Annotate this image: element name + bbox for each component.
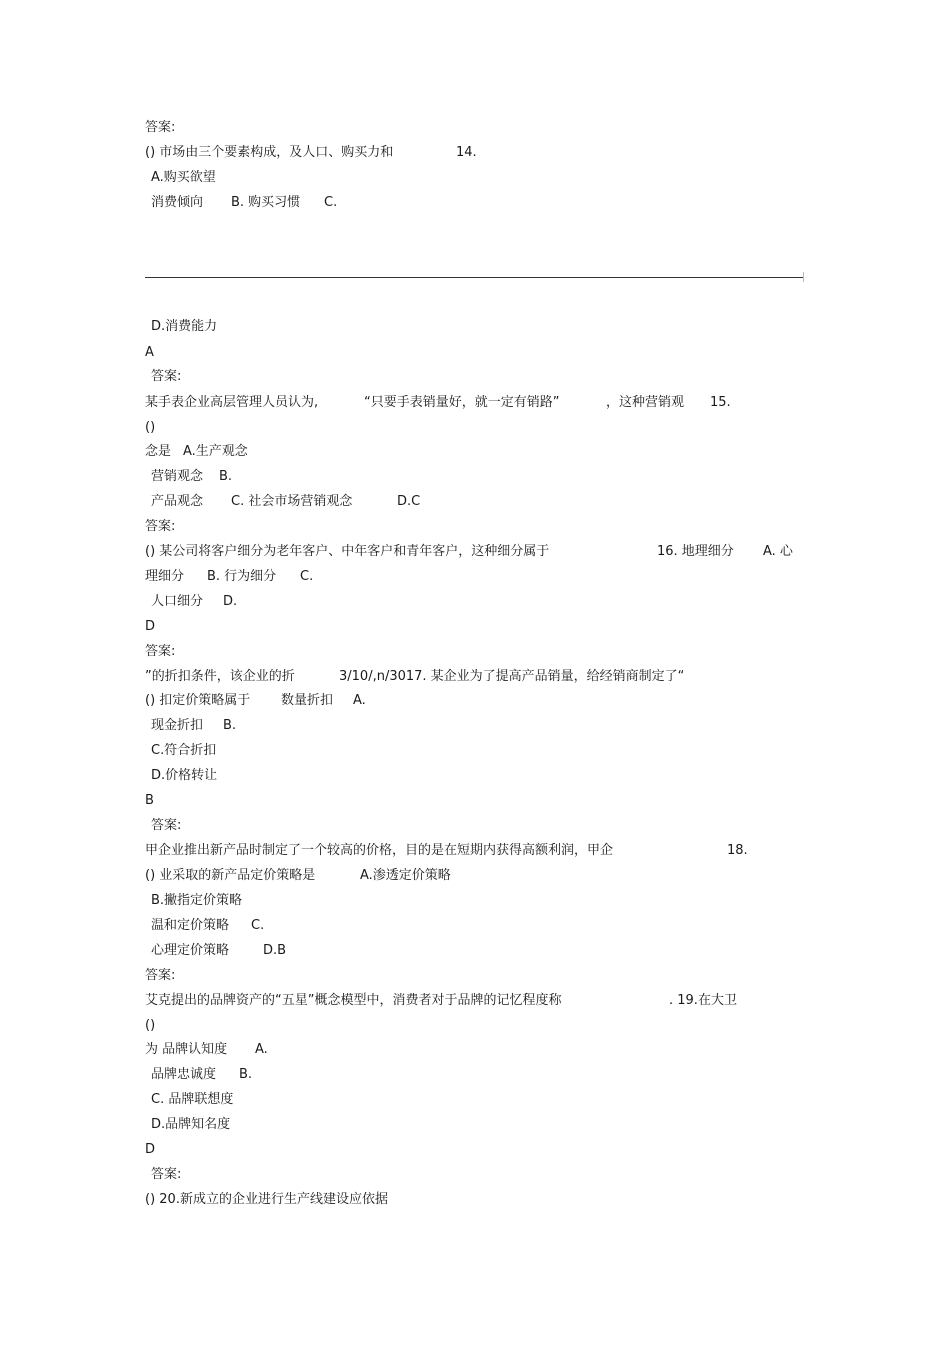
text-line: . 19.在大卫 [669, 993, 737, 1008]
text-line: A.渗透定价策略 [360, 868, 451, 883]
text-line: D.消费能力 [151, 319, 218, 334]
text-line: 品牌忠诚度 [151, 1067, 217, 1082]
text-line: 答案: [145, 968, 176, 983]
text-line: () 某公司将客户细分为老年客户、中年客户和青年客户，这种细分属于 [145, 544, 550, 559]
text-line: 消费倾向 [151, 195, 204, 210]
text-line: D.品牌知名度 [151, 1117, 231, 1132]
text-line: 为 品牌认知度 [145, 1042, 228, 1057]
text-line: B. [219, 469, 233, 484]
text-line: B. [239, 1067, 253, 1082]
text-line: 营销观念 [151, 469, 204, 484]
text-line: A. [353, 693, 366, 708]
text-line: C. [251, 918, 265, 933]
text-line: ，这种营销观 [606, 395, 685, 410]
text-line: ”的折扣条件，该企业的折 [145, 669, 295, 684]
text-line: D.C [397, 494, 421, 509]
text-line: 答案: [151, 818, 182, 833]
text-line: D [145, 1142, 156, 1157]
text-line: 念是 [145, 444, 172, 459]
text-line: 理细分 [145, 569, 185, 584]
text-line: D. [223, 594, 238, 609]
text-line: C.符合折扣 [151, 743, 217, 758]
text-line: A [145, 345, 154, 360]
text-line: 产品观念 [151, 494, 204, 509]
text-line: C. 品牌联想度 [151, 1092, 234, 1107]
text-line: () 扣定价策略属于 [145, 693, 251, 708]
text-line: 艾克提出的品牌资产的“五星”概念模型中，消费者对于品牌的记忆程度称 [145, 993, 562, 1008]
text-line: A.购买欲望 [151, 170, 216, 185]
text-line: 答案: [151, 1167, 182, 1182]
text-line: C. 社会市场营销观念 [231, 494, 353, 509]
page-divider-tick [803, 272, 804, 282]
text-line: D.价格转让 [151, 768, 218, 783]
text-line: A. [255, 1042, 268, 1057]
text-line: 答案: [145, 120, 176, 135]
text-line: B. [223, 718, 237, 733]
page-divider-line [145, 277, 804, 278]
text-line: () 20.新成立的企业进行生产线建设应依据 [145, 1192, 388, 1207]
text-line: 甲企业推出新产品时制定了一个较高的价格，目的是在短期内获得高额利润，甲企 [145, 843, 614, 858]
text-line: 温和定价策略 [151, 918, 230, 933]
text-line: 答案: [151, 369, 182, 384]
text-line: 答案: [145, 644, 176, 659]
text-line: D [145, 619, 156, 634]
text-line: A. 心 [763, 544, 793, 559]
text-line: 心理定价策略 [151, 943, 230, 958]
text-line: C. [300, 569, 314, 584]
text-line: C. [324, 195, 338, 210]
text-line: D.B [263, 943, 287, 958]
text-line: B. 行为细分 [207, 569, 277, 584]
text-line: () [145, 420, 156, 435]
text-line: 16. 地理细分 [657, 544, 734, 559]
text-line: () [145, 1018, 156, 1033]
text-line: 人口细分 [151, 594, 204, 609]
text-line: B. 购买习惯 [231, 195, 301, 210]
text-line: 数量折扣 [281, 693, 334, 708]
text-line: B [145, 793, 154, 808]
text-line: 3/10/,n/3017. 某企业为了提高产品销量，给经销商制定了“ [339, 669, 685, 684]
text-line: () 市场由三个要素构成，及人口、购买力和 [145, 145, 394, 160]
text-line: 15. [710, 395, 731, 410]
text-line: 答案: [145, 519, 176, 534]
text-line: 18. [727, 843, 748, 858]
text-line: “只要手表销量好，就一定有销路” [364, 395, 560, 410]
text-line: () 业采取的新产品定价策略是 [145, 868, 316, 883]
text-line: 现金折扣 [151, 718, 204, 733]
text-line: 某手表企业高层管理人员认为, [145, 395, 319, 410]
text-line: 14. [456, 145, 477, 160]
text-line: A.生产观念 [183, 444, 248, 459]
text-line: B.撇指定价策略 [151, 893, 243, 908]
